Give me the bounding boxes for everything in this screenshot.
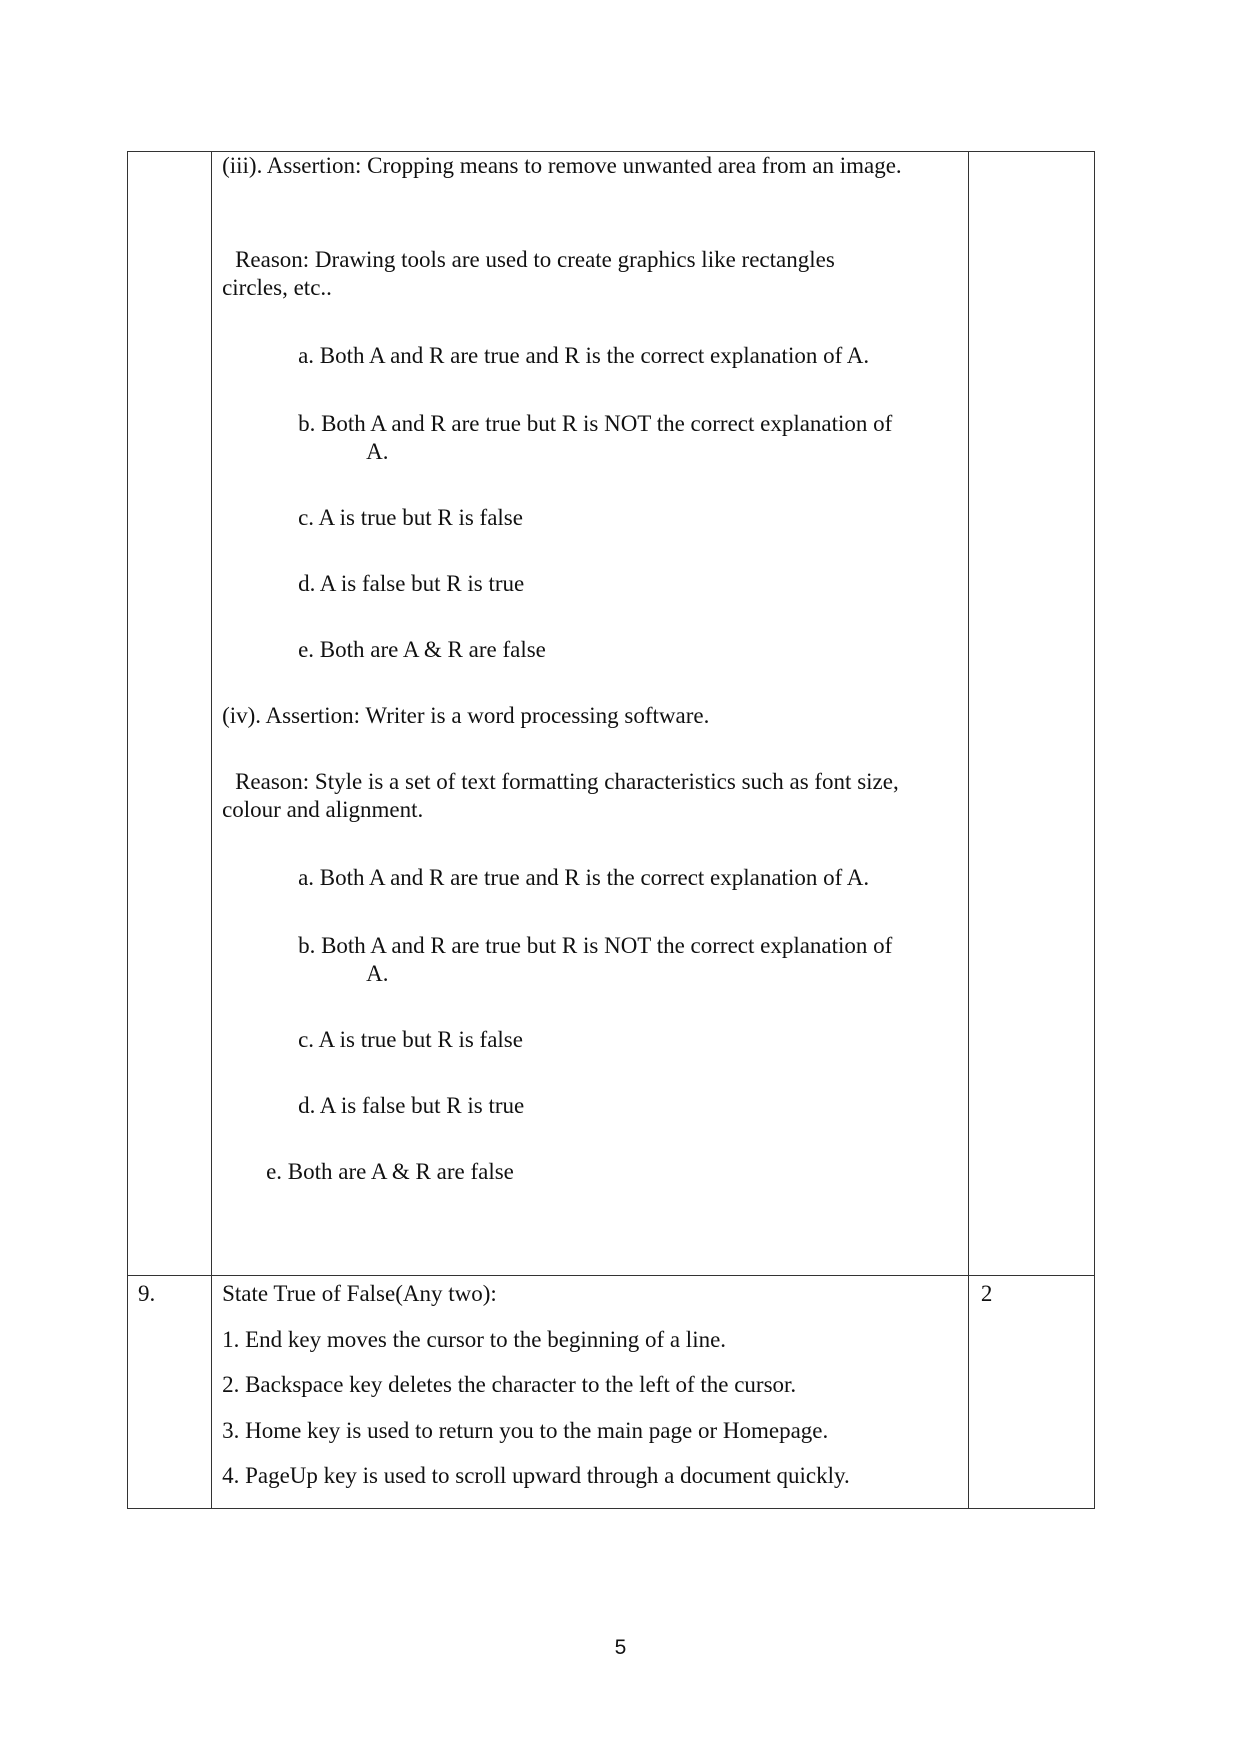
option-iii-d: d. A is false but R is true [298,571,525,596]
option-iv-b: b. Both A and R are true but R is NOT the correct explanation of [298,933,893,958]
option-iii-a: a. Both A and R are true and R is the correct explanation of A. [298,343,870,368]
statement-1: 1. End key moves the cursor to the beginning of a line. [222,1327,727,1352]
reason-iv: Reason: Style is a set of text formatting characteristics such as font size, colour and alignment. [222,769,899,822]
question-number-cell [128,152,212,1276]
assertion-iii: (iii). Assertion: Cropping means to remove unwanted area from an image. [222,153,902,178]
question-row-9 [128,1276,1095,1509]
option-iv-a: a. Both A and R are true and R is the correct explanation of A. [298,865,870,890]
option-iv-d: d. A is false but R is true [298,1093,525,1118]
reason-iii: Reason: Drawing tools are used to create graphics like rectangles circles, etc.. [222,247,835,300]
question-9-heading: State True of False(Any two): [222,1281,497,1306]
question-9-marks: 2 [968,1276,1094,1509]
question-9-content [212,1276,969,1509]
question-row-8-continued [128,152,1095,1276]
page-number: 5 [614,1636,627,1659]
statement-4: 4. PageUp key is used to scroll upward through a document quickly. [222,1463,850,1488]
option-iv-e: e. Both are A & R are false [266,1159,514,1184]
statement-2: 2. Backspace key deletes the character to the left of the cursor. [222,1372,797,1397]
option-iii-b: b. Both A and R are true but R is NOT the correct explanation of [298,411,893,436]
option-iv-b-cont: A. [366,961,389,986]
question-table [127,151,1095,1509]
option-iv-c: c. A is true but R is false [298,1027,523,1052]
option-iii-c: c. A is true but R is false [298,505,523,530]
question-number: 9. [128,1276,212,1509]
assertion-iv: (iv). Assertion: Writer is a word processing software. [222,703,710,728]
statement-3: 3. Home key is used to return you to the main page or Homepage. [222,1418,829,1443]
marks-cell [968,152,1094,1276]
question-content-cell [212,152,969,1276]
option-iii-b-cont: A. [366,439,389,464]
option-iii-e: e. Both are A & R are false [298,637,546,662]
